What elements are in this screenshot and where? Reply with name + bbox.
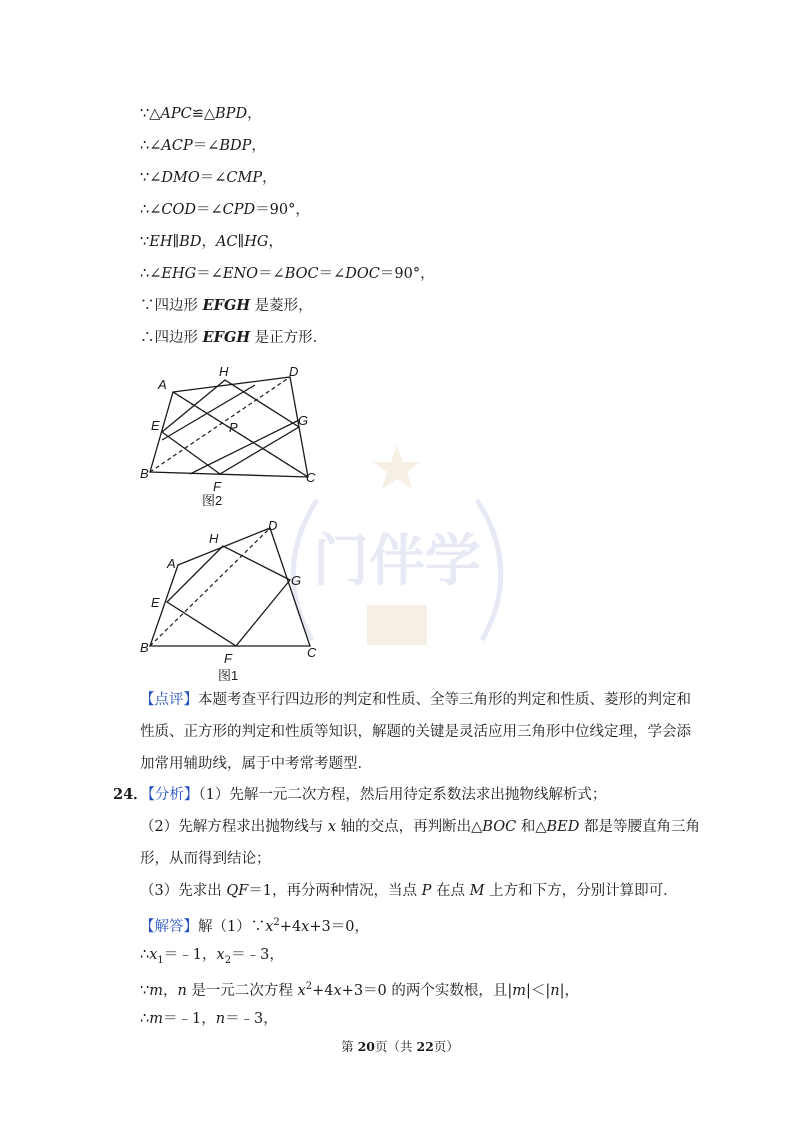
text: ∵∠	[140, 170, 162, 186]
subscript: 2	[224, 954, 232, 966]
math: QF	[226, 883, 249, 899]
q24-analysis-2	[140, 818, 700, 836]
text: ＝∠	[199, 170, 227, 186]
math: CPD	[222, 202, 256, 218]
text: ∴∠	[140, 202, 162, 218]
text: ∴	[140, 1011, 150, 1027]
math: BD	[179, 234, 202, 250]
text: |，	[559, 982, 580, 999]
comment-line-3	[140, 755, 372, 773]
text: ＝∠	[318, 266, 346, 282]
answer-tag: 【解答】	[140, 918, 198, 935]
text: 和△	[516, 819, 547, 835]
text: ，	[247, 106, 262, 122]
math: n	[215, 1011, 226, 1027]
page-footer	[0, 1037, 800, 1055]
math: x	[149, 947, 158, 963]
math: BDP	[219, 138, 252, 154]
comment-tag: 【点评】	[140, 692, 198, 708]
comment-line-1	[140, 691, 691, 709]
text: +4	[312, 982, 334, 999]
label-f: F	[224, 651, 232, 666]
text: （2）先解方程求出抛物线与	[140, 819, 328, 835]
subscript: 1	[157, 954, 164, 966]
math: ENO	[222, 266, 259, 282]
proof-line-6	[140, 265, 435, 283]
text: ，	[201, 234, 216, 250]
page-total: 22	[416, 1039, 434, 1054]
math: x	[327, 819, 337, 835]
text: 性质、正方形的判定和性质等知识，解题的关键是灵活应用三角形中位线定理，学会添	[140, 724, 691, 740]
math: x	[333, 982, 342, 999]
text: 本题考查平行四边形的判定和性质、全等三角形的判定和性质、菱形的判定和	[198, 692, 691, 708]
label-e: E	[151, 595, 160, 610]
text: ∴∠	[140, 138, 162, 154]
math: BED	[546, 819, 580, 835]
math: M	[469, 883, 485, 899]
math: m	[512, 982, 527, 999]
label-c: C	[306, 470, 316, 485]
label-d: D	[289, 364, 299, 379]
text: ∵	[140, 234, 150, 250]
exponent: 2	[305, 981, 313, 992]
text: ＝∠	[195, 202, 223, 218]
text: ＝﹣1，	[163, 947, 217, 963]
page-number: 20	[357, 1039, 375, 1054]
proof-line-8	[140, 329, 327, 347]
math: BPD	[215, 106, 248, 122]
q24-answer-3	[140, 978, 579, 1000]
text: （3）先求出	[140, 883, 227, 899]
label-b: B	[140, 640, 149, 655]
q24-analysis-3	[140, 882, 678, 900]
label-e: E	[151, 418, 160, 433]
text: |＜|	[526, 982, 551, 999]
math: m	[149, 982, 163, 999]
label-a: A	[167, 556, 176, 571]
quadrilateral-efgh	[167, 546, 290, 646]
label-b: B	[140, 466, 149, 481]
text: ＝∠	[196, 266, 223, 282]
text: 页（共	[374, 1039, 417, 1054]
math: x	[216, 947, 225, 963]
text: 页）	[433, 1039, 459, 1054]
figure-1	[135, 515, 335, 685]
text: 第	[341, 1039, 358, 1054]
text: ＝﹣3，	[225, 1011, 278, 1027]
q24-analysis-2b	[140, 850, 271, 868]
text: ∥	[172, 234, 180, 250]
q24-answer-2	[140, 946, 284, 970]
proof-line-5	[140, 233, 283, 251]
label-h: H	[219, 364, 229, 379]
text: ≌△	[191, 106, 216, 122]
label-p: P	[229, 420, 238, 435]
text: ＝90°，	[255, 202, 310, 218]
text: （1）先解一元二次方程，然后用待定系数法求出抛物线解析式；	[198, 787, 607, 803]
math: x	[301, 918, 310, 935]
label-h: H	[209, 531, 219, 546]
math: P	[421, 883, 432, 899]
text: ∵四边形	[140, 298, 203, 314]
text: ∴∠	[140, 266, 162, 282]
text: +3＝0 的两个实数根，且|	[341, 982, 513, 999]
math: BOC	[482, 819, 517, 835]
text: ＝1，再分两种情况，当点	[248, 883, 422, 899]
label-a: A	[158, 377, 167, 392]
text: 在点	[431, 883, 470, 899]
quadrilateral-abcd	[150, 528, 310, 646]
math: EHG	[161, 266, 197, 282]
math: EFGH	[202, 329, 251, 346]
label-f: F	[213, 479, 221, 494]
text: ∵△	[140, 106, 161, 122]
text: 形，从而得到结论；	[140, 851, 271, 867]
proof-line-4	[140, 201, 310, 219]
proof-line-3	[140, 169, 277, 187]
text: 加常用辅助线，属于中考常考题型．	[140, 756, 372, 772]
math: CMP	[226, 170, 263, 186]
comment-line-2	[140, 723, 691, 741]
math: ACP	[161, 138, 193, 154]
text: ＝∠	[258, 266, 285, 282]
text: 解（1）∵	[198, 918, 266, 935]
math: DMO	[161, 170, 200, 186]
q24-answer-4	[140, 1010, 278, 1028]
math: DOC	[345, 266, 380, 282]
math: EFGH	[202, 297, 251, 314]
text: ∴	[140, 947, 150, 963]
text: ，	[162, 982, 178, 999]
math: n	[550, 982, 560, 999]
math: BOC	[284, 266, 319, 282]
text: 都是等腰直角三角	[579, 819, 700, 835]
math: AC	[215, 234, 238, 250]
figure-1-caption: 图1	[218, 668, 239, 683]
text: 是菱形，	[250, 298, 313, 314]
text: ＝﹣1，	[162, 1011, 216, 1027]
text: +3＝0，	[309, 918, 369, 935]
text: ，	[268, 234, 283, 250]
proof-line-1	[140, 105, 262, 123]
q24-answer-1	[140, 914, 369, 936]
label-g: G	[298, 413, 309, 428]
analysis-tag: 【分析】	[147, 787, 199, 803]
figure-2	[135, 355, 335, 515]
text: 上方和下方，分别计算即可．	[484, 883, 678, 899]
label-g: G	[291, 573, 302, 588]
math: HG	[244, 234, 269, 250]
question-number: 24．	[113, 786, 148, 803]
text: 轴的交点，再判断出△	[336, 819, 483, 835]
math: n	[177, 982, 187, 999]
q24-analysis-1	[113, 786, 606, 804]
text: 是一元二次方程	[186, 982, 298, 999]
text: ，	[251, 138, 266, 154]
proof-line-2	[140, 137, 266, 155]
text: ∴四边形	[140, 330, 203, 346]
text: ＝﹣3，	[231, 947, 284, 963]
watermark-text: 门伴学	[313, 528, 481, 594]
math: EH	[149, 234, 173, 250]
math: APC	[160, 106, 192, 122]
segment	[190, 420, 299, 474]
math: x	[297, 982, 306, 999]
exponent: 2	[273, 917, 280, 928]
math: m	[149, 1011, 163, 1027]
label-c: C	[307, 645, 317, 660]
text: ∵	[140, 982, 150, 999]
text: ＝90°，	[379, 266, 435, 282]
text: ∥	[237, 234, 245, 250]
text: ＝∠	[192, 138, 220, 154]
text: 是正方形．	[250, 330, 328, 346]
label-d: D	[268, 518, 278, 533]
diagonal-ac-dashed	[173, 392, 308, 477]
math: COD	[161, 202, 196, 218]
proof-line-7	[140, 297, 313, 315]
figure-2-caption: 图2	[202, 493, 223, 508]
text: ，	[262, 170, 277, 186]
math: x	[265, 918, 274, 935]
text: +4	[279, 918, 302, 935]
